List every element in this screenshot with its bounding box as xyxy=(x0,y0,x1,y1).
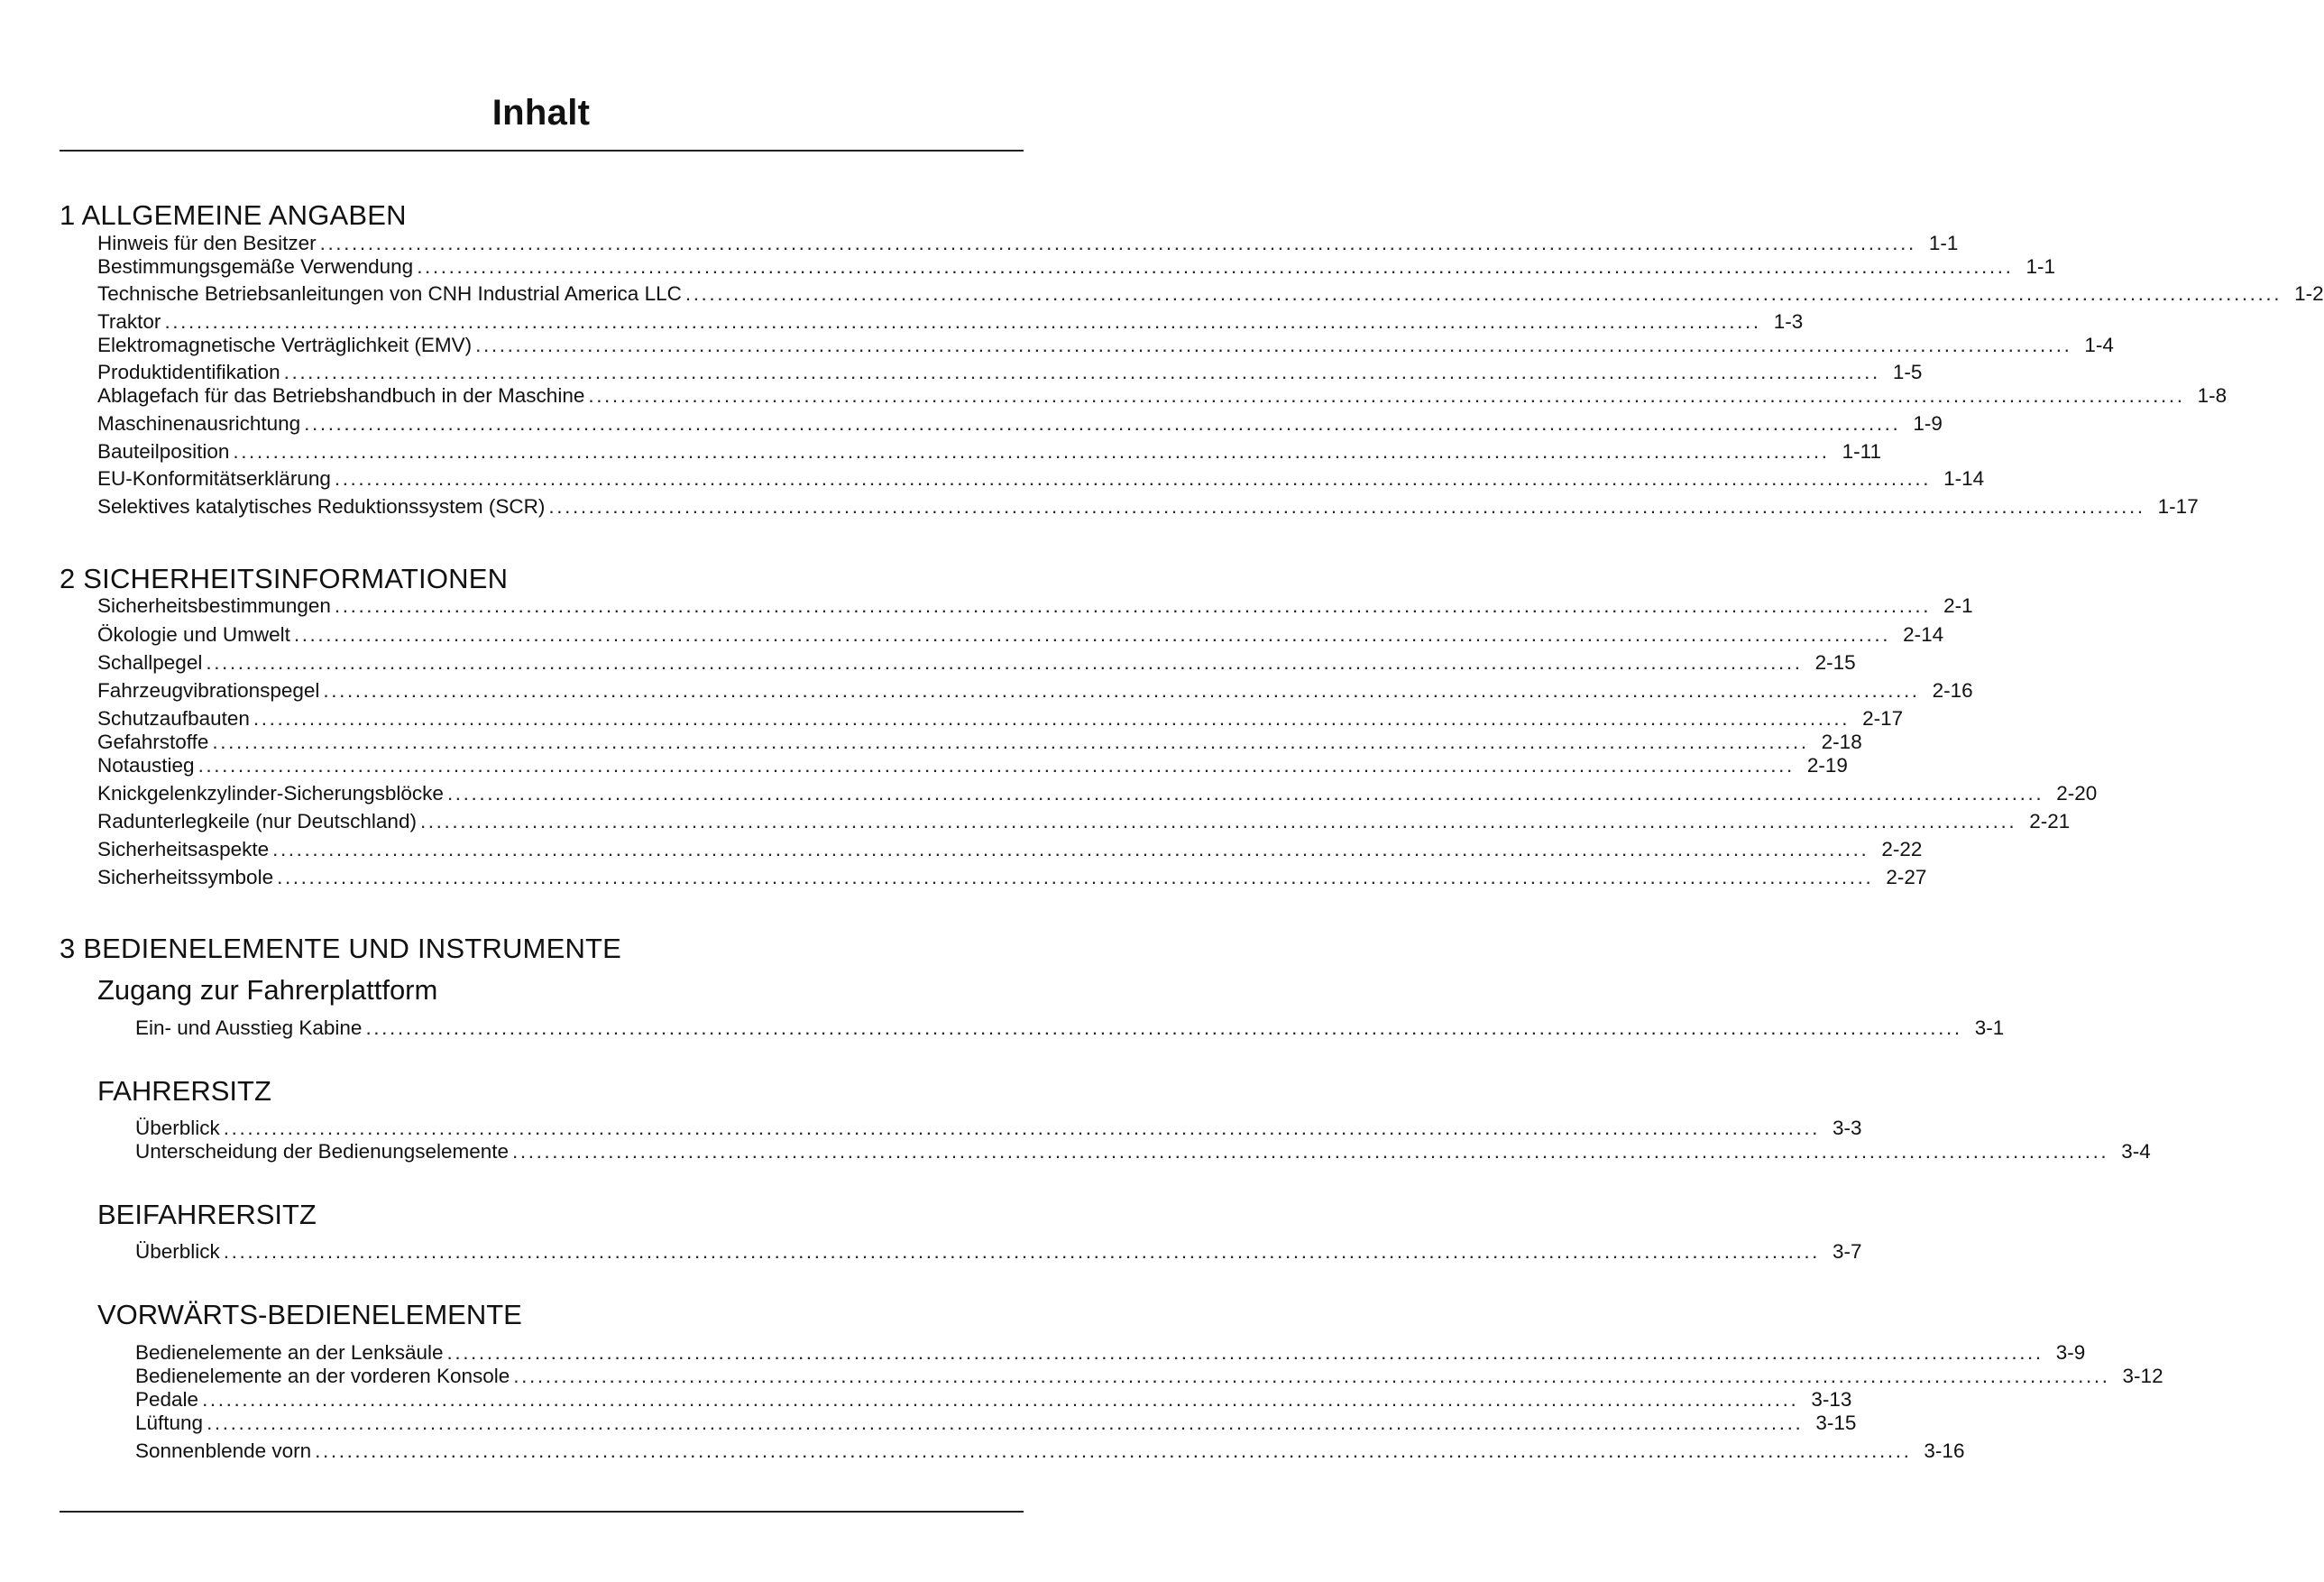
toc-entry[interactable]: Fahrzeugvibrationspegel ........................................................................................................................................................................................................ 2-16 xyxy=(97,679,1973,702)
toc-entry[interactable]: Maschinenausrichtung ........................................................................................................................................................................................................ 1-9 xyxy=(97,412,1943,435)
toc-entry-page: 1-2 xyxy=(2294,282,2324,305)
toc-entry-page: 1-4 xyxy=(2084,334,2114,356)
toc-entry-title: Sonnenblende vorn xyxy=(135,1439,312,1462)
toc-entry[interactable]: Bauteilposition ........................................................................................................................................................................................................ 1-11 xyxy=(97,440,1881,463)
toc-entry[interactable]: Unterscheidung der Bedienungselemente ........................................................................................................................................................................................................ 3-4 xyxy=(135,1140,2151,1163)
toc-entry-title: Lüftung xyxy=(135,1412,204,1434)
toc-entry-page: 3-12 xyxy=(2122,1365,2163,1387)
page-title: Inhalt xyxy=(491,93,591,133)
toc-entry-page: 2-18 xyxy=(1821,731,1862,753)
toc-entry-page: 2-15 xyxy=(1814,651,1856,674)
toc-entry[interactable]: Bedienelemente an der vorderen Konsole ........................................................................................................................................................................................................ 3-12 xyxy=(135,1365,2163,1387)
bottom-divider xyxy=(60,1511,1024,1513)
toc-entry-title: Sicherheitsbestimmungen xyxy=(97,594,331,617)
toc-entry[interactable]: Sicherheitsaspekte ........................................................................................................................................................................................................ 2-22 xyxy=(97,838,1923,860)
toc-entry-title: Ökologie und Umwelt xyxy=(97,623,290,646)
toc-entry-page: 3-3 xyxy=(1833,1117,1862,1139)
toc-entry-title: Bedienelemente an der vorderen Konsole xyxy=(135,1365,510,1387)
toc-entry-title: Schallpegel xyxy=(97,651,203,674)
toc-entry[interactable]: Überblick ........................................................................................................................................................................................................ 3-7 xyxy=(135,1240,1862,1263)
toc-entry[interactable]: Sonnenblende vorn ........................................................................................................................................................................................................ 3-16 xyxy=(135,1439,1965,1462)
section-heading: Zugang zur Fahrerplattform xyxy=(97,974,438,1006)
toc-entry-title: Ablagefach für das Betriebshandbuch in der Maschine xyxy=(97,384,585,407)
toc-entry[interactable]: Schutzaufbauten ........................................................................................................................................................................................................ 2-17 xyxy=(97,707,1904,730)
toc-entry-page: 2-21 xyxy=(2029,810,2071,832)
toc-entry-title: Überblick xyxy=(135,1240,220,1263)
toc-entry[interactable]: Ökologie und Umwelt ........................................................................................................................................................................................................ 2-14 xyxy=(97,623,1944,646)
toc-entry-title: Traktor xyxy=(97,310,161,333)
chapter-1-heading: 1 ALLGEMEINE ANGABEN xyxy=(60,199,407,231)
toc-entry[interactable]: Pedale ........................................................................................................................................................................................................ 3-13 xyxy=(135,1388,1852,1411)
toc-entry-title: Elektromagnetische Verträglichkeit (EMV) xyxy=(97,334,473,356)
toc-entry-page: 3-4 xyxy=(2121,1140,2151,1163)
toc-entry[interactable]: Produktidentifikation ........................................................................................................................................................................................................ 1-5 xyxy=(97,361,1923,383)
top-divider xyxy=(60,150,1024,152)
toc-entry-page: 3-16 xyxy=(1924,1439,1965,1462)
toc-entry-title: EU-Konformitätserklärung xyxy=(97,467,331,490)
toc-entry-title: Selektives katalytisches Reduktionssystem (SCR) xyxy=(97,495,546,518)
toc-entry-page: 1-5 xyxy=(1892,361,1923,383)
toc-entry-title: Radunterlegkeile (nur Deutschland) xyxy=(97,810,417,832)
toc-entry-page: 2-17 xyxy=(1862,707,1904,730)
toc-entry-title: Maschinenausrichtung xyxy=(97,412,301,435)
toc-entry-page: 1-3 xyxy=(1773,310,1804,333)
toc-entry[interactable]: Sicherheitssymbole ........................................................................................................................................................................................................ 2-27 xyxy=(97,866,1927,888)
toc-entry-page: 3-13 xyxy=(1811,1388,1852,1411)
toc-entry-title: Schutzaufbauten xyxy=(97,707,250,730)
toc-entry[interactable]: Überblick ........................................................................................................................................................................................................ 3-3 xyxy=(135,1117,1862,1139)
toc-entry-page: 1-17 xyxy=(2157,495,2199,518)
toc-entry[interactable]: Schallpegel ........................................................................................................................................................................................................ 2-15 xyxy=(97,651,1856,674)
toc-entry-title: Technische Betriebsanleitungen von CNH Industrial America LLC xyxy=(97,282,682,305)
toc-entry[interactable]: Sicherheitsbestimmungen ........................................................................................................................................................................................................ 2-1 xyxy=(97,594,1973,617)
toc-entry-title: Gefahrstoffe xyxy=(97,731,209,753)
chapter-3-heading: 3 BEDIENELEMENTE UND INSTRUMENTE xyxy=(60,933,622,964)
toc-entry-page: 3-15 xyxy=(1815,1412,1857,1434)
toc-entry-title: Unterscheidung der Bedienungselemente xyxy=(135,1140,510,1163)
toc-entry[interactable]: EU-Konformitätserklärung ........................................................................................................................................................................................................ 1-14 xyxy=(97,467,1985,490)
toc-entry-title: Sicherheitsaspekte xyxy=(97,838,270,860)
toc-entry-page: 1-9 xyxy=(1913,412,1943,435)
toc-entry-page: 3-1 xyxy=(1974,1016,2005,1039)
toc-entry[interactable]: Radunterlegkeile (nur Deutschland) ........................................................................................................................................................................................................ 2-21 xyxy=(97,810,2071,832)
toc-entry[interactable]: Notaustieg ........................................................................................................................................................................................................ 2-19 xyxy=(97,754,1848,777)
toc-entry-page: 1-1 xyxy=(1928,232,1959,254)
toc-entry-page: 2-19 xyxy=(1806,754,1848,777)
toc-entry-page: 1-8 xyxy=(2197,384,2228,407)
toc-entry-title: Fahrzeugvibrationspegel xyxy=(97,679,320,702)
toc-entry[interactable]: Gefahrstoffe ........................................................................................................................................................................................................ 2-18 xyxy=(97,731,1862,753)
section-heading: BEIFAHRERSITZ xyxy=(97,1199,317,1230)
toc-entry[interactable]: Ablagefach für das Betriebshandbuch in der Maschine ........................................................................................................................................................................................................ 1-8 xyxy=(97,384,2228,407)
toc-entry[interactable]: Technische Betriebsanleitungen von CNH Industrial America LLC ........................................................................................................................................................................................................ 1-2 xyxy=(97,282,2324,305)
chapter-2-heading: 2 SICHERHEITSINFORMATIONEN xyxy=(60,563,509,594)
toc-entry[interactable]: Bestimmungsgemäße Verwendung ........................................................................................................................................................................................................ 1-1 xyxy=(97,255,2055,278)
toc-entry-title: Notaustieg xyxy=(97,754,195,777)
toc-entry-page: 2-16 xyxy=(1932,679,1973,702)
toc-entry[interactable]: Selektives katalytisches Reduktionssystem (SCR) ........................................................................................................................................................................................................ 1-17 xyxy=(97,495,2199,518)
toc-entry-title: Produktidentifikation xyxy=(97,361,280,383)
toc-entry[interactable]: Elektromagnetische Verträglichkeit (EMV) ........................................................................................................................................................................................................ 1-4 xyxy=(97,334,2114,356)
toc-entry-page: 1-11 xyxy=(1842,440,1881,463)
toc-entry[interactable]: Traktor ........................................................................................................................................................................................................ 1-3 xyxy=(97,310,1804,333)
toc-entry-page: 3-9 xyxy=(2055,1341,2086,1364)
toc-entry-page: 2-22 xyxy=(1881,838,1923,860)
toc-entry-page: 1-14 xyxy=(1943,467,1985,490)
toc-entry-title: Hinweis für den Besitzer xyxy=(97,232,317,254)
toc-entry-page: 2-27 xyxy=(1886,866,1927,888)
toc-entry[interactable]: Hinweis für den Besitzer ........................................................................................................................................................................................................ 1-1 xyxy=(97,232,1959,254)
toc-entry-page: 2-20 xyxy=(2056,782,2098,805)
section-heading: VORWÄRTS-BEDIENELEMENTE xyxy=(97,1299,522,1330)
toc-entry-page: 2-1 xyxy=(1943,594,1973,617)
toc-entry-page: 2-14 xyxy=(1903,623,1944,646)
toc-entry-page: 1-1 xyxy=(2025,255,2055,278)
toc-entry[interactable]: Lüftung ........................................................................................................................................................................................................ 3-15 xyxy=(135,1412,1857,1434)
toc-entry-title: Bestimmungsgemäße Verwendung xyxy=(97,255,414,278)
toc-entry-title: Knickgelenkzylinder-Sicherungsblöcke xyxy=(97,782,444,805)
toc-entry-title: Pedale xyxy=(135,1388,199,1411)
section-heading: FAHRERSITZ xyxy=(97,1075,271,1107)
toc-entry-page: 3-7 xyxy=(1833,1240,1862,1263)
toc-entry-title: Sicherheitssymbole xyxy=(97,866,274,888)
toc-entry-title: Ein- und Ausstieg Kabine xyxy=(135,1016,363,1039)
toc-entry-title: Überblick xyxy=(135,1117,220,1139)
toc-entry[interactable]: Bedienelemente an der Lenksäule ........................................................................................................................................................................................................ 3-9 xyxy=(135,1341,2086,1364)
toc-entry-title: Bauteilposition xyxy=(97,440,230,463)
toc-entry[interactable]: Knickgelenkzylinder-Sicherungsblöcke ........................................................................................................................................................................................................ 2-20 xyxy=(97,782,2098,805)
toc-entry-title: Bedienelemente an der Lenksäule xyxy=(135,1341,444,1364)
toc-entry[interactable]: Ein- und Ausstieg Kabine ........................................................................................................................................................................................................ 3-1 xyxy=(135,1016,2005,1039)
